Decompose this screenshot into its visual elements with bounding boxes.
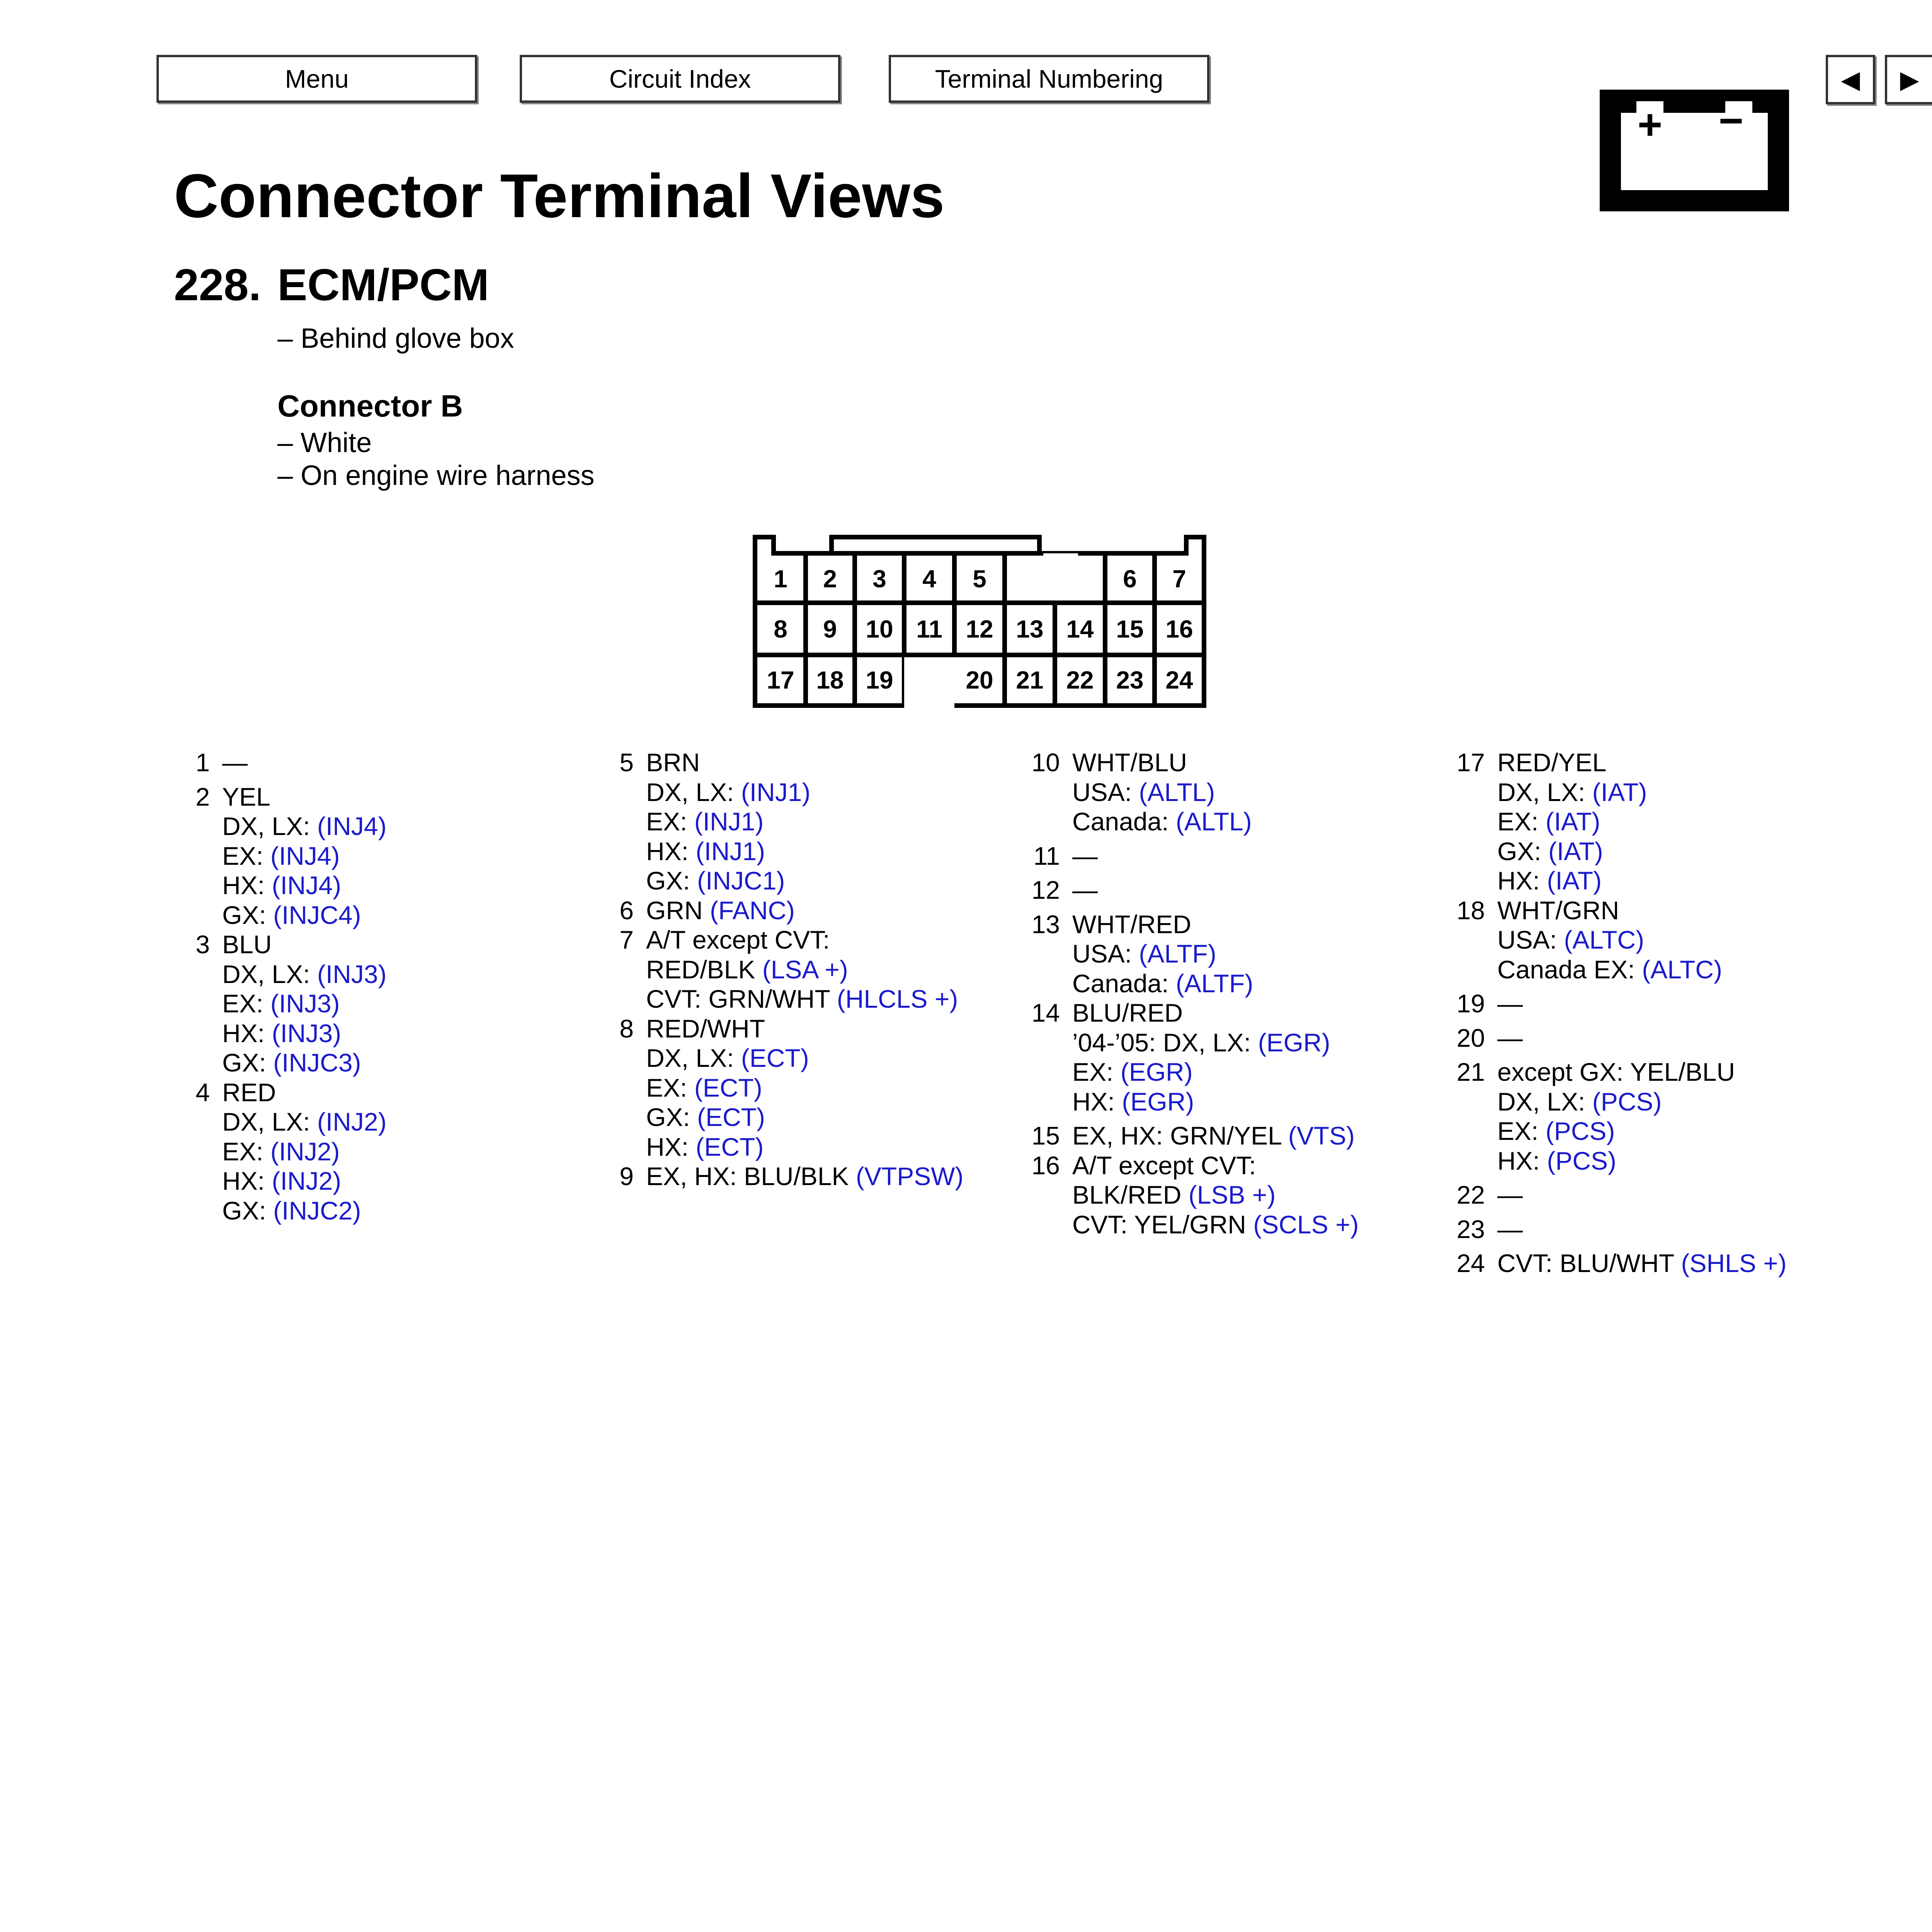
signal-link[interactable]: (INJ2)	[317, 1107, 387, 1136]
signal-link[interactable]: (IAT)	[1548, 837, 1603, 866]
signal-link[interactable]: (INJ4)	[272, 871, 342, 900]
terminal-24-entry	[1456, 1248, 1787, 1278]
variant-label: EX:	[222, 1137, 270, 1166]
wire-color: A/T except CVT:	[646, 925, 830, 954]
wire-info: —	[1072, 876, 1098, 904]
signal-link[interactable]: (LSB +)	[1188, 1180, 1276, 1209]
terminal-22-entry	[1456, 1180, 1787, 1210]
terminal-20-entry	[1456, 1023, 1787, 1053]
right-arrow-icon: ▶	[1900, 65, 1919, 94]
terminal-number: 12	[1031, 876, 1060, 904]
signal-link[interactable]: (ECT)	[741, 1044, 809, 1072]
terminal-number: 10	[1031, 748, 1060, 777]
section-title: ECM/PCM	[277, 260, 489, 310]
terminal-number: 3	[196, 930, 210, 959]
terminal-8-entry	[619, 1014, 964, 1044]
terminal-18-entry	[1456, 896, 1787, 925]
variant-label: HX:	[1497, 866, 1547, 895]
signal-link[interactable]: (ALTF)	[1139, 939, 1216, 968]
prev-page-button[interactable]	[1826, 55, 1875, 104]
terminal-5-entry	[619, 748, 964, 777]
terminal-label: 11	[916, 615, 942, 643]
terminal-number: 2	[196, 782, 210, 811]
pin-list-column-2	[619, 748, 964, 1191]
wire-color: RED/YEL	[1497, 748, 1607, 777]
battery-minus: −	[1718, 97, 1744, 145]
terminal-number: 19	[1456, 989, 1485, 1018]
wire-color: BRN	[646, 748, 700, 777]
terminal-label: 22	[1066, 666, 1094, 694]
terminal-number: 11	[1033, 841, 1060, 870]
terminal-label: 9	[823, 615, 837, 643]
wire-color: YEL	[222, 782, 270, 811]
signal-link[interactable]: (ECT)	[696, 1132, 764, 1161]
variant-label: GX:	[222, 1196, 274, 1225]
page-title: Connector Terminal Views	[174, 161, 945, 230]
variant-label: EX:	[646, 807, 694, 836]
wire-info: —	[1497, 1023, 1523, 1052]
terminal-12-entry	[1031, 875, 1359, 905]
variant-label: HX:	[222, 1019, 272, 1048]
terminal-label: 21	[1016, 666, 1044, 694]
terminal-label: 19	[866, 666, 893, 694]
wire-info: —	[1497, 1180, 1523, 1209]
variant-label: USA:	[1497, 925, 1564, 954]
signal-link[interactable]: (INJC4)	[273, 900, 361, 929]
variant-label: HX:	[1497, 1146, 1547, 1175]
signal-link[interactable]: (PCS)	[1545, 1117, 1615, 1145]
signal-link[interactable]: (INJ4)	[317, 812, 387, 840]
menu-button[interactable]: Menu	[156, 55, 477, 103]
terminal-23-entry	[1456, 1214, 1787, 1244]
signal-link[interactable]: (ALTL)	[1175, 807, 1252, 836]
variant-label: CVT: GRN/WHT	[646, 985, 837, 1013]
wire-color: BLU	[222, 930, 272, 959]
variant-label: EX:	[1497, 1117, 1546, 1145]
terminal-label: 12	[966, 615, 993, 643]
variant-label: USA:	[1072, 939, 1139, 968]
terminal-number: 22	[1456, 1180, 1485, 1209]
battery-plus: +	[1637, 101, 1663, 148]
pin-list-column-3	[1031, 748, 1359, 1239]
terminal-15-entry	[1031, 1121, 1359, 1151]
terminal-label: 10	[866, 615, 893, 643]
signal-link[interactable]: (SHLS +)	[1681, 1249, 1787, 1277]
next-page-button[interactable]	[1885, 55, 1932, 104]
signal-link[interactable]: (INJ2)	[272, 1167, 342, 1195]
terminal-number: 7	[619, 925, 634, 954]
terminal-number: 20	[1456, 1023, 1485, 1052]
signal-link[interactable]: (INJ4)	[270, 841, 340, 870]
terminal-label: 14	[1066, 615, 1094, 643]
wire-color: except GX: YEL/BLU	[1497, 1058, 1735, 1086]
signal-link[interactable]: (ALTF)	[1175, 969, 1253, 998]
signal-link[interactable]: (INJC3)	[273, 1048, 361, 1077]
terminal-number: 15	[1031, 1121, 1060, 1150]
variant-label: DX, LX:	[646, 1044, 741, 1072]
battery-icon	[1600, 90, 1789, 211]
terminal-number: 9	[619, 1162, 634, 1190]
signal-link[interactable]: (IAT)	[1592, 777, 1647, 806]
variant-label: GX:	[646, 866, 697, 895]
terminal-number: 4	[196, 1078, 210, 1107]
signal-link[interactable]: (ALTL)	[1139, 777, 1215, 806]
terminal-14-entry	[1031, 998, 1359, 1028]
signal-link[interactable]: (EGR)	[1122, 1087, 1194, 1116]
terminal-number: 18	[1456, 896, 1485, 925]
variant-label: GX:	[1497, 837, 1549, 866]
section-number: 228.	[174, 260, 261, 310]
signal-link[interactable]: (INJ1)	[696, 837, 765, 866]
variant-label: GX:	[222, 1048, 274, 1077]
signal-link[interactable]: (INJ1)	[741, 777, 811, 806]
component-location: – Behind glove box	[277, 323, 514, 354]
terminal-label: 18	[816, 666, 844, 694]
connector-name: Connector B	[277, 389, 463, 423]
signal-link[interactable]: (EGR)	[1258, 1028, 1330, 1057]
variant-label: EX:	[1497, 807, 1546, 836]
variant-label: EX:	[222, 989, 270, 1018]
terminal-4-entry	[196, 1078, 386, 1107]
wire-info: —	[1497, 989, 1523, 1018]
wire-color: WHT/RED	[1072, 910, 1191, 939]
wire-color: WHT/GRN	[1497, 896, 1619, 925]
terminal-11-entry	[1033, 841, 1359, 871]
signal-link[interactable]: (PCS)	[1547, 1146, 1617, 1175]
variant-label: HX:	[646, 1132, 696, 1161]
terminal-label: 23	[1116, 666, 1144, 694]
variant-label: DX, LX:	[222, 812, 317, 840]
signal-link[interactable]: (LSA +)	[762, 955, 848, 984]
variant-label: DX, LX:	[1497, 1087, 1592, 1116]
signal-link[interactable]: (INJC1)	[697, 866, 785, 895]
signal-link[interactable]: (INJ3)	[270, 989, 340, 1018]
variant-label: Canada:	[1072, 807, 1176, 836]
signal-link[interactable]: (SCLS +)	[1253, 1210, 1359, 1239]
signal-link[interactable]: (IAT)	[1545, 807, 1600, 836]
variant-label: GX:	[222, 900, 274, 929]
terminal-label: 7	[1172, 565, 1186, 593]
terminal-number: 21	[1456, 1058, 1485, 1086]
signal-link[interactable]: (HLCLS +)	[837, 985, 958, 1013]
terminal-number: 1	[196, 748, 210, 777]
signal-link[interactable]: (INJ3)	[317, 959, 387, 988]
terminal-19-entry	[1456, 989, 1787, 1019]
variant-label: ’04-’05: DX, LX:	[1072, 1028, 1258, 1057]
wire-color: CVT: BLU/WHT	[1497, 1249, 1681, 1277]
signal-link[interactable]: (PCS)	[1592, 1087, 1662, 1116]
signal-link[interactable]: (IAT)	[1547, 866, 1602, 895]
variant-label: RED/BLK	[646, 955, 762, 984]
variant-label: EX:	[1072, 1058, 1121, 1086]
terminal-label: 6	[1123, 565, 1137, 593]
variant-label: DX, LX:	[222, 1107, 317, 1136]
signal-link[interactable]: (ALTC)	[1564, 925, 1645, 954]
terminal-17-entry	[1456, 748, 1787, 777]
terminal-13-entry	[1031, 910, 1359, 939]
terminal-number: 5	[619, 748, 634, 777]
variant-label: DX, LX:	[1497, 777, 1592, 806]
variant-label: USA:	[1072, 777, 1139, 806]
variant-label: Canada:	[1072, 969, 1176, 998]
wire-color: BLU/RED	[1072, 998, 1183, 1027]
variant-label: HX:	[1072, 1087, 1122, 1116]
terminal-label: 20	[966, 666, 993, 694]
terminal-number: 13	[1031, 910, 1060, 939]
terminal-21-entry	[1456, 1057, 1787, 1087]
signal-link[interactable]: (ECT)	[697, 1103, 765, 1131]
terminal-label: 8	[774, 615, 787, 643]
wire-info: —	[222, 748, 248, 777]
wire-color: RED	[222, 1078, 276, 1107]
terminal-numbering-button[interactable]: Terminal Numbering	[889, 55, 1209, 103]
circuit-index-button[interactable]: Circuit Index	[520, 55, 840, 103]
variant-label: HX:	[222, 871, 272, 900]
connector-harness: – On engine wire harness	[277, 460, 595, 491]
variant-label: DX, LX:	[222, 959, 317, 988]
terminal-label: 5	[973, 565, 986, 593]
pin-list-column-1	[196, 748, 387, 1225]
variant-label: BLK/RED	[1072, 1180, 1189, 1209]
pin-list-column-4	[1456, 748, 1787, 1278]
signal-link[interactable]: (ALTC)	[1642, 955, 1723, 984]
wire-info: —	[1072, 841, 1098, 870]
variant-label: EX:	[646, 1073, 694, 1102]
signal-link[interactable]: (ECT)	[694, 1073, 762, 1102]
signal-link[interactable]: (INJC2)	[273, 1196, 361, 1225]
terminal-number: 6	[619, 896, 634, 925]
terminal-number: 16	[1031, 1151, 1060, 1180]
left-arrow-icon: ◀	[1841, 65, 1860, 94]
variant-label: HX:	[646, 837, 696, 866]
variant-label: Canada EX:	[1497, 955, 1642, 984]
terminal-number: 14	[1031, 998, 1060, 1027]
terminal-label: 2	[823, 565, 837, 593]
terminal-10-entry	[1031, 748, 1359, 777]
terminal-label: 24	[1165, 666, 1193, 694]
wire-info: —	[1497, 1214, 1523, 1243]
terminal-number: 8	[619, 1014, 634, 1043]
terminal-label: 16	[1165, 615, 1193, 643]
variant-label: EX:	[222, 841, 270, 870]
terminal-number: 24	[1456, 1249, 1485, 1277]
terminal-9-entry	[619, 1162, 964, 1191]
terminal-1-entry	[196, 748, 386, 777]
wire-color: RED/WHT	[646, 1014, 765, 1043]
connector-color: – White	[277, 427, 372, 458]
terminal-2-entry	[196, 782, 386, 812]
variant-label: HX:	[222, 1167, 272, 1195]
signal-link[interactable]: (VTPSW)	[855, 1162, 964, 1190]
signal-link[interactable]: (FANC)	[710, 896, 795, 925]
terminal-3-entry	[196, 930, 386, 959]
terminal-number: 17	[1456, 748, 1485, 777]
signal-link[interactable]: (INJ1)	[694, 807, 764, 836]
wire-color: EX, HX: GRN/YEL	[1072, 1121, 1288, 1150]
terminal-label: 13	[1016, 615, 1044, 643]
terminal-7-entry	[619, 925, 964, 955]
terminal-number: 23	[1456, 1214, 1485, 1243]
wire-color: WHT/BLU	[1072, 748, 1187, 777]
wire-color: GRN	[646, 896, 710, 925]
terminal-16-entry	[1031, 1151, 1359, 1180]
variant-label: DX, LX:	[646, 777, 741, 806]
signal-link[interactable]: (EGR)	[1120, 1058, 1193, 1086]
wire-color: EX, HX: BLU/BLK	[646, 1162, 856, 1190]
terminal-label: 15	[1116, 615, 1144, 643]
terminal-label: 1	[774, 565, 787, 593]
wire-color: A/T except CVT:	[1072, 1151, 1256, 1180]
terminal-label: 4	[922, 565, 936, 593]
signal-link[interactable]: (VTS)	[1288, 1121, 1355, 1150]
signal-link[interactable]: (INJ2)	[270, 1137, 340, 1166]
terminal-label: 3	[872, 565, 886, 593]
variant-label: GX:	[646, 1103, 697, 1131]
variant-label: CVT: YEL/GRN	[1072, 1210, 1253, 1239]
connector-diagram	[750, 533, 1209, 711]
signal-link[interactable]: (INJ3)	[272, 1019, 342, 1048]
terminal-label: 17	[767, 666, 794, 694]
terminal-6-entry	[619, 896, 964, 925]
